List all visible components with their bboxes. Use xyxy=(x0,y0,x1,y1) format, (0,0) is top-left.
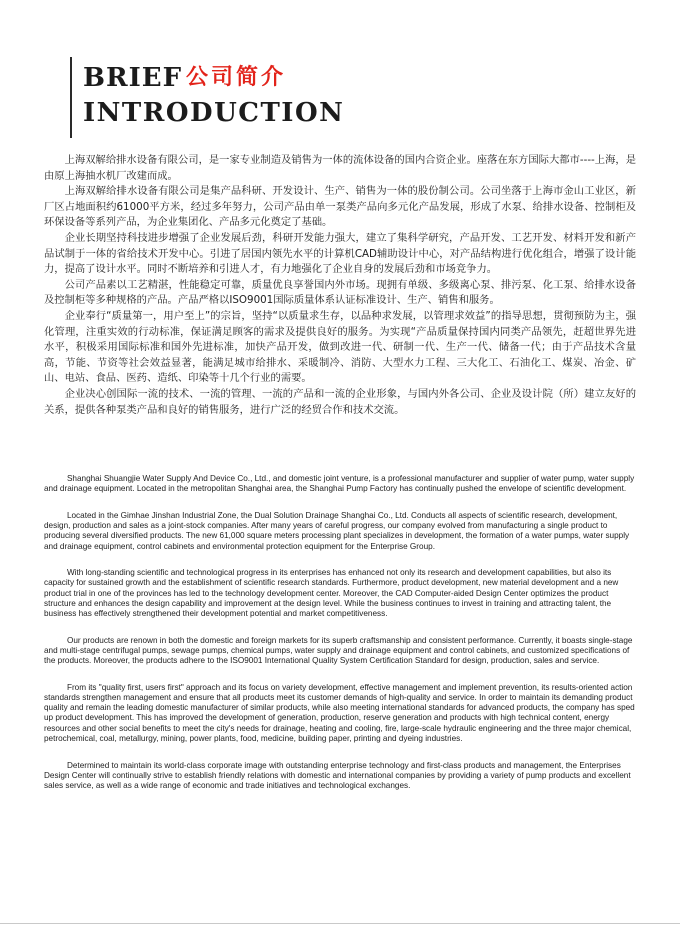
en-paragraph: From its "quality first, users first" approach and its focus on variety development, effective management and implement prevention, its results-oriented action standards strengthen management and ensure that all products meet its customer demands of high-quality and service. In order to maintain its demanding product quality and remain the leading domestic manufacturer of similar products, while also meeting international standards for advanced products, the company has sped up product development. This has improved the development of generation, production, reserve generation and products with high technical content, energy resources and other social benefits to meet the city's needs for drainage, heating and cooling, fire, large-scale hydraulic engineering and the three major chemical, petrochemical, coal, metallurgy, mining, power plants, food, medicine, building paper, printing and dyeing industries. xyxy=(44,682,635,743)
cn-paragraph: 企业决心创国际一流的技术、一流的管理、一流的产品和一流的企业形象，与国内外各公司、企业及设计院（所）建立友好的关系，提供各种泵类产品和良好的销售服务，进行广泛的经贸合作和技术交流。 xyxy=(44,387,636,416)
title-introduction: INTRODUCTION xyxy=(83,98,345,128)
title-row xyxy=(83,60,286,93)
en-paragraph: Our products are renown in both the domestic and foreign markets for its superb craftsmanship and consistent performance. Currently, it boasts single-stage and multi-stage centrifugal pumps, sewage pumps, chemical pumps, water supply and drainage equipment and control cabinets, and customized specifications of the products. Moreover, the products adhere to the ISO9001 International Quality System Certification Standard for design, production, sales and service. xyxy=(44,635,633,666)
en-paragraph: Located in the Gimhae Jinshan Industrial Zone, the Dual Solution Drainage Shanghai Co., Ltd. Conducts all aspects of scientific research, development, design, production and sales as a joint-stock companies. After many years of careful progress, our company evolved from manufacturing a single product to producing several diversified products. The new 61,000 square meters processing plant specializes in development, the formation of a water pumps, water supply and drainage equipment, control cabinets and environmental protection equipment for the Enterprise Group. xyxy=(44,510,630,551)
bottom-divider xyxy=(0,923,680,924)
english-introduction xyxy=(44,474,636,808)
cn-paragraph: 企业奉行“质量第一，用户至上”的宗旨，坚持“以质量求生存，以品种求发展，以管理求效益”的指导思想，贯彻预防为主，强化管理，注重实效的行动标准，保证满足顾客的需求及提供良好的服务。为实现“产品质量保持国内同类产品领先，赶超世界先进水平，积极采用国际标准和国外先进标准，加快产品开发，做到改进一代、研制一代、生产一代、储备一代；由于产品技术含量高，节能、节资等社会效益显著，能满足城市给排水、采暖制冷、消防、大型水力工程、三大化工、石油化工、煤炭、冶金、矿山、电站、食品、医药、造纸、印染等十几个行业的需要。 xyxy=(44,309,636,385)
title-accent-bar xyxy=(70,57,72,138)
en-paragraph: Determined to maintain its world-class corporate image with outstanding enterprise technology and first-class products and management, the Enterprises Design Center will continually strive to establish friendly relations with domestic and international companies by providing a variety of pump products and excellent sales service, as well as a wide range of economic and trade initiatives and technological exchanges. xyxy=(44,760,631,790)
title-chinese: 公司简介 xyxy=(186,65,287,90)
cn-paragraph: 上海双解给排水设备有限公司，是一家专业制造及销售为一体的流体设备的国内合资企业。座落在东方国际大都市----上海，是由原上海抽水机厂改建而成。 xyxy=(44,154,636,182)
chinese-introduction xyxy=(44,153,636,418)
cn-paragraph: 上海双解给排水设备有限公司是集产品科研、开发设计、生产、销售为一体的股份制公司。公司坐落于上海市金山工业区，新厂区占地面积约61000平方米，经过多年努力，公司产品由单一泵类产品向多元化产品发展，形成了水泵、给排水设备、控制柜及环保设备等系列产品，为企业集团化、产品多元化奠定了基础。 xyxy=(44,185,636,229)
en-paragraph: Shanghai Shuangjie Water Supply And Device Co., Ltd., and domestic joint venture, is a professional manufacturer and supplier of water pump, water supply and drainage equipment. Located in the metropolitan Shanghai area, the Shanghai Pump Factory has continually pushed the envelope of scientific development. xyxy=(44,474,635,494)
cn-paragraph: 公司产品素以工艺精湛，性能稳定可靠，质量优良享誉国内外市场。现拥有单级、多级离心泵、排污泵、化工泵、给排水设备及控制柜等多种规格的产品。产品严格以ISO9001国际质量体系认证标准设计、生产、销售和服务。 xyxy=(44,278,636,307)
cn-paragraph: 企业长期坚持科技进步增强了企业发展后劲，科研开发能力强大，建立了集科学研究，产品开发、工艺开发、材料开发和新产品试制于一体的省给技术开发中心。引进了居国内领先水平的计算机CAD辅助设计中心，对产品结构进行优化组合，增强了设计能力，提高了设计水平。同时不断培养和引进人才，有力地强化了企业自身的发展后劲和市场竞争力。 xyxy=(44,231,636,276)
title-brief: BRIEF xyxy=(83,63,183,93)
en-paragraph: With long-standing scientific and technological progress in its enterprises has enhanced not only its research and development capabilities, but also its capacity for sustained growth and the establishment of scientific research standards. Furthermore, product development, new material development and a new product trial in one of the provinces has led to the technology development center. Moreover, the CAD Computer-aided Design Center optimizes the product structure and enhances the design capability and improvement at the design level. While the business continues to invest in training and attracting talent, the business has effectively strengthened their development potential and market competitiveness. xyxy=(44,568,619,619)
